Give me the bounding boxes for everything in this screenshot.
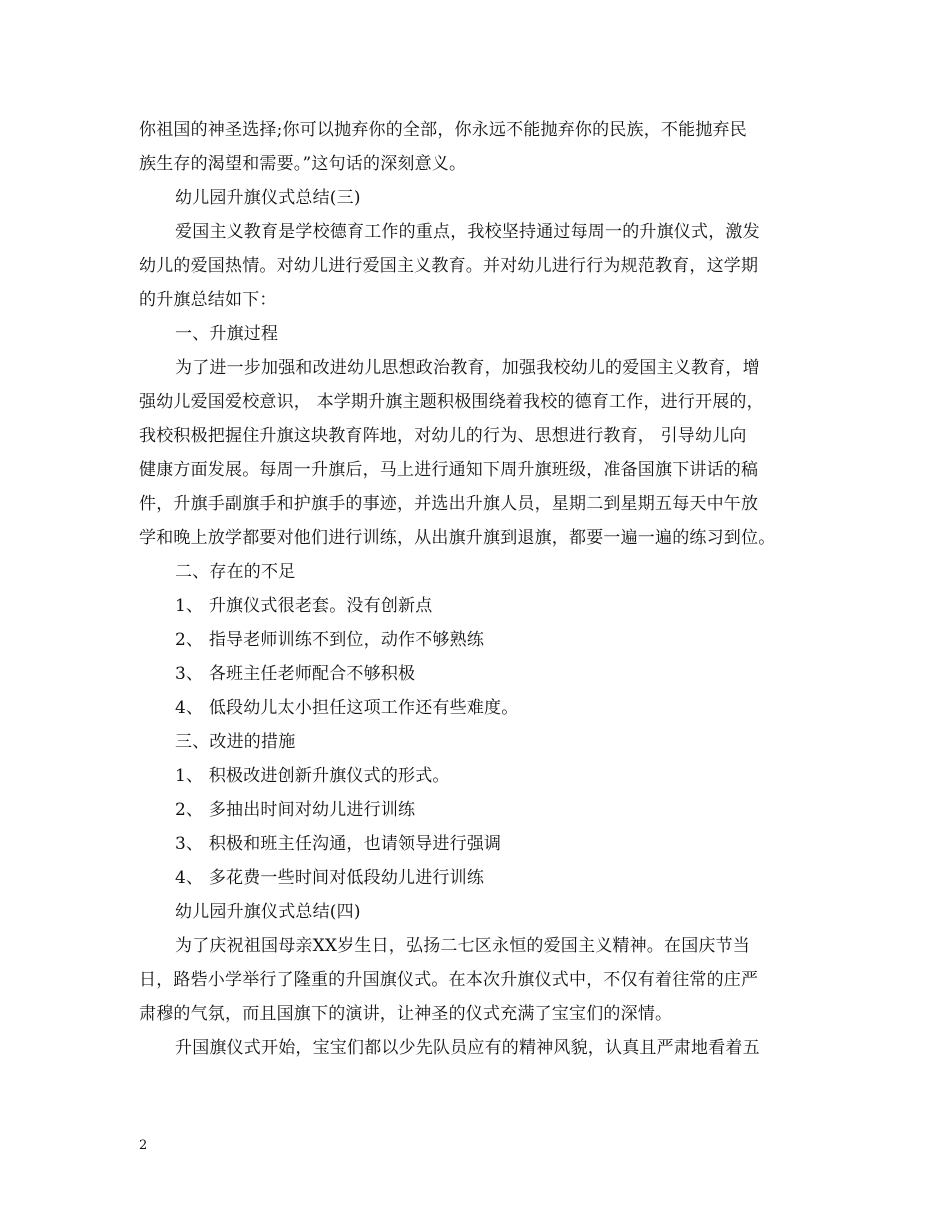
text-line: 爱国主义教育是学校德育工作的重点，我校坚持通过每周一的升旗仪式，激发 xyxy=(175,222,760,242)
list-item: 1、 升旗仪式很老套。没有创新点 xyxy=(175,596,433,616)
list-item: 2、 指导老师训练不到位，动作不够熟练 xyxy=(175,630,485,650)
text-line: 你祖国的神圣选择;你可以抛弃你的全部，你永远不能抛弃你的民族，不能抛弃民 xyxy=(139,120,747,140)
text-line: 幼儿的爱国热情。对幼儿进行爱国主义教育。并对幼儿进行行为规范教育，这学期 xyxy=(139,256,759,276)
section-heading: 幼儿园升旗仪式总结(三) xyxy=(175,188,361,208)
text-line: 学和晚上放学都要对他们进行训练，从出旗升旗到退旗，都要一遍一遍的练习到位。 xyxy=(139,528,776,548)
text-line: 升国旗仪式开始，宝宝们都以少先队员应有的精神风貌，认真且严肃地看着五 xyxy=(175,1038,760,1058)
page-number: 2 xyxy=(139,1138,148,1153)
text-line: 件，升旗手副旗手和护旗手的事迹，并选出升旗人员，星期二到星期五每天中午放 xyxy=(139,494,759,514)
text-line: 肃穆的气氛，而且国旗下的演讲，让神圣的仪式充满了宝宝们的深情。 xyxy=(139,1004,673,1024)
section-heading: 幼儿园升旗仪式总结(四) xyxy=(175,902,361,922)
list-item: 4、 低段幼儿太小担任这项工作还有些难度。 xyxy=(175,698,519,718)
list-item: 3、 积极和班主任沟通，也请领导进行强调 xyxy=(175,834,502,854)
list-item: 2、 多抽出时间对幼儿进行训练 xyxy=(175,800,416,820)
list-item: 3、 各班主任老师配合不够积极 xyxy=(175,664,416,684)
list-item: 1、 积极改进创新升旗仪式的形式。 xyxy=(175,766,450,786)
subheading: 二、存在的不足 xyxy=(175,562,296,582)
text-line: 为了进一步加强和改进幼儿思想政治教育，加强我校幼儿的爱国主义教育，增 xyxy=(175,358,760,378)
text-line: 的升旗总结如下： xyxy=(139,290,277,310)
text-line: 强幼儿爱国爱校意识， 本学期升旗主题积极围绕着我校的德育工作，进行开展的， xyxy=(139,392,764,412)
text-line: 健康方面发展。每周一升旗后，马上进行通知下周升旗班级，准备国旗下讲话的稿 xyxy=(139,460,759,480)
subheading: 一、升旗过程 xyxy=(175,324,279,344)
text-line: 为了庆祝祖国母亲XX岁生日，弘扬二七区永恒的爱国主义精神。在国庆节当 xyxy=(175,936,751,956)
text-line: 日，路砦小学举行了隆重的升国旗仪式。在本次升旗仪式中，不仅有着往常的庄严 xyxy=(139,970,759,990)
text-line: 我校积极把握住升旗这块教育阵地，对幼儿的行为、思想进行教育， 引导幼儿向 xyxy=(139,426,747,446)
subheading: 三、改进的措施 xyxy=(175,732,296,752)
list-item: 4、 多花费一些时间对低段幼儿进行训练 xyxy=(175,868,485,888)
text-line: 族生存的渴望和需要。”这句话的深刻意义。 xyxy=(139,154,467,174)
